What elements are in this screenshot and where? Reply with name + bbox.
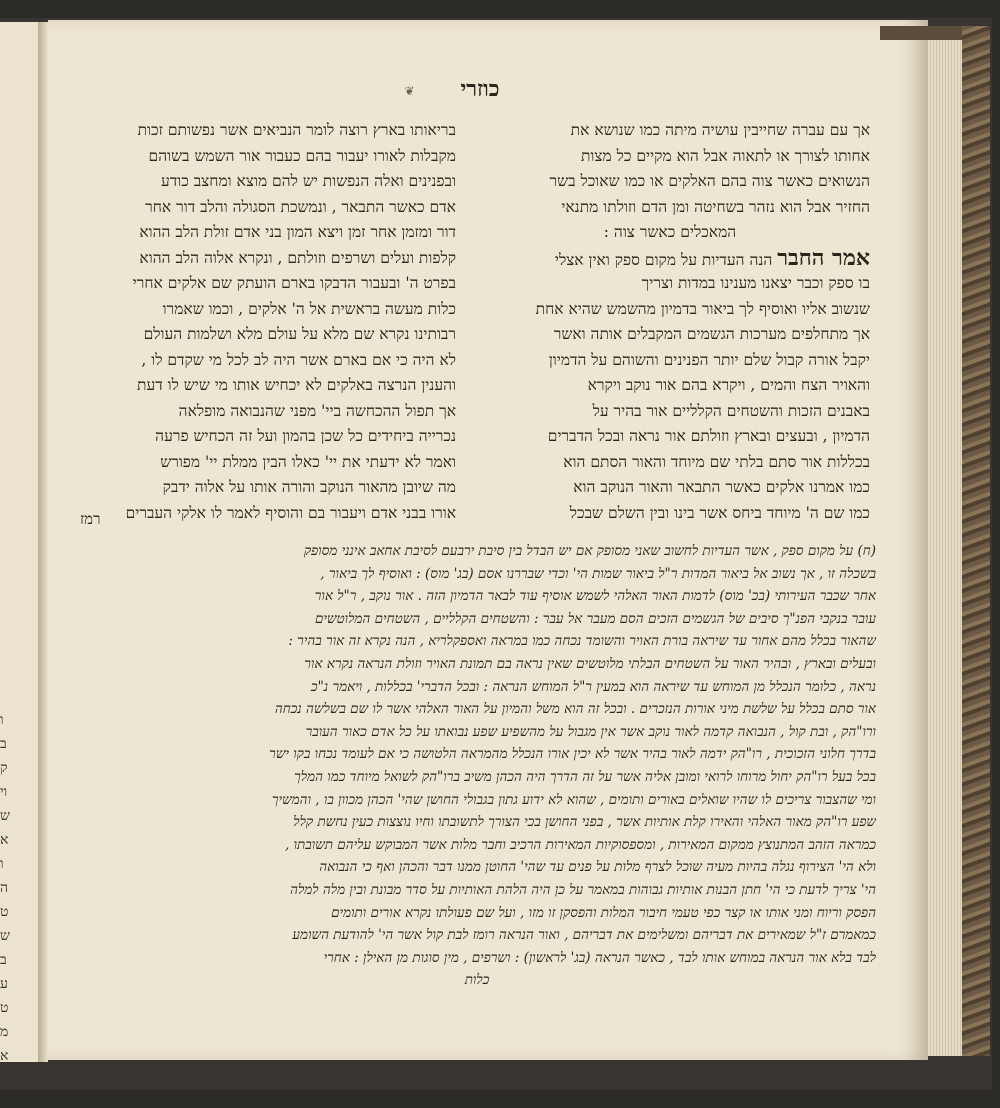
text-line: והענין הנרצה באלקים לא יכחיש אותו מי שיש לו דעת [137, 376, 456, 394]
note-line: כלות [464, 972, 490, 989]
left-column [78, 118, 456, 526]
margin-fragment: ש [0, 808, 10, 824]
note-line: נראה , כלומר הנכלל מן המוחש עד שיראה הוא במעין ר"ל המוחש הנראה : ובכל הדברי' בכללות , ויאמר נ"כ [310, 678, 876, 695]
text-line: יקבל אורה קבול שלם יותר הפנינים והשוהם על הדמיון [548, 350, 870, 369]
note-line: ובעלים ובארץ , ובהיר האור על השטחים הבלתי מלוטשים שאין נראה בם תמונת האויר וזולת הנראה נקרא אור [304, 655, 876, 672]
text-line: אחותו לצורך או לתאוה אבל הוא מקיים כל מצות [580, 146, 870, 165]
text-line: ואמר לא ידעתי את יי' כאלו הבין ממלת יי' מפורש [160, 452, 456, 471]
note-line: בדרך חלוני הזכוכית , רו"הק ידמה לאור בהיר אשר לא יכין אורו הנכלל מהמראה הלטושה כי אם לעומד נכחו בקו ישר [269, 746, 876, 763]
note-line: (ח) על מקום ספק , אשר העדיות לחשוב שאני מסופק אם יש הבדל בין סיבת ירבעם לסיבת אחאב אינני מסופק [303, 543, 876, 559]
commentary-notes [78, 540, 876, 992]
note-line: שפע רו"הק מאור האלהי והאירו קלת אותיות אשר , בפני החושן בכי הצורך לתשובתו וחיו נוצצות כעין נחשת קלל [293, 814, 876, 831]
text-line: הנשואים כאשר צוה בהם האלקים או כמו שאוכל בשר [549, 172, 870, 190]
note-line: הפסק וריוח ומני אותו או קצר כפי טעמי חיבור המלות והפסקן זו מזו , ועל שם פעולתו נקרא אורים ותומים [331, 904, 876, 921]
text-line [470, 246, 870, 272]
text-line: בריאותו בארץ רוצה לומר הנביאים אשר נפשותם זכות [137, 121, 456, 139]
note-line: ומי שהצבור צריכים לו שהיו שואלים באורים ותומים , שהוא לא ידוע גתון בגבולי החושן שהי' הכהן מכוון בו , והמשיך [271, 791, 876, 808]
note-line: כמראה הזהב המתנוצץ ממקום המאירות , ומספסוקיות המאירות הרכיב וחבר מלות אשר המבוקש עליהם תשובתו , [284, 836, 876, 853]
margin-fragment: ט [0, 904, 9, 920]
note-line: ולא הי' הצירוף נגלה בהיות מעיה שוכל לצרף מלות על פנים עד שהי' החוטן ממנו דבר והכהן ואף כי הנבואה [319, 859, 876, 876]
note-line: הי' צריך לדעת כי הי' חתן הבנות אותיות גבוהות במאמר על כן היה הלהת האותיות על סדר מבונת ובין מלה למלה [290, 881, 876, 898]
note-line: ורו"הק , ובת קול , הנבואה קדמה לאור נוקב אשר אין מגבול על מהשפיע שפע נבואתו על כל אדם כאור העובר [305, 723, 876, 740]
text-line: בו ספק וכבר יצאנו מענינו במדות וצריך [641, 274, 870, 292]
text-line: בכללות אור סתם בלתי שם מיוחד והאור הסתם הוא [563, 452, 870, 471]
margin-fragment: מ [0, 1024, 9, 1040]
text-line: דור ומזמן אחר זמן ויצא המון בני אדם זולת הלב ההוא [139, 223, 456, 241]
text-line: כמו אמרנו אלקים כאשר התבאר והאור הנוקב הוא [573, 478, 870, 496]
note-line: שהאור בכלל מהם אחור עד שיראה בורת האויר והשומד נכחה כמו במראה ואספקלריא , הנה נקרא זה אור בהיר : [288, 633, 876, 650]
text-line-rest: הנה העדיות על מקום ספק ואין אצלי [554, 250, 773, 269]
margin-fragment: ש [0, 928, 10, 944]
text-line: אך מתחלפים מערכות הגשמים המקבלים אותה ואשר [553, 325, 870, 343]
text-line: מקבלות לאורו יעבור בהם כעבור אור השמש בשוהם [148, 146, 456, 165]
margin-fragment: וי [0, 784, 8, 800]
text-line: המאכלים כאשר צוה : [603, 223, 737, 241]
text-line: שנשוב אליו ואוסיף לך ביאור בדמיון מהשמש שהיא אחת [535, 299, 870, 318]
note-line: עובר בנקבי הפנ"ך סיבים של הגשמים הזכים הסם מעבר אל עבר : והשטחים הקלליים , השטחים המלוטשים [314, 610, 876, 627]
margin-fragment: א [0, 832, 9, 848]
text-line: אך עם עברה שחייבין עושיה מיתה כמו שנושא את [570, 121, 870, 139]
margin-fragment: ט [0, 1000, 9, 1016]
facing-page-edge [0, 22, 40, 1062]
margin-fragment: ב [0, 952, 7, 968]
text-line: החזיר אבל הוא נזהר בשחיטה ומן הדם וזולתו מתנאי [561, 197, 870, 216]
margin-fragment: ו [0, 856, 4, 872]
text-line: והאויר הצח והמים , ויקרא בהם אור נוקב ויקרא [587, 376, 870, 394]
note-line: כמאמרם ז"ל שמאירים את דבריהם ומשלימים את דבריהם , ואור הנראה רומז לבת קול אשר הי' להודעת השומע [292, 927, 876, 944]
margin-fragment: ו [0, 712, 4, 728]
text-line: ובפנינים ואלה הנפשות יש להם מוצא ומחצב כודע [161, 172, 456, 190]
note-line: בכל בעל רו"הק יחול מרוחו לרואי ומובן אליה אשר על זה הדרך היה הכהן משיב ברו"הק לשואל מיוחד כמו המלך [294, 768, 876, 785]
margin-fragment: ע [0, 976, 8, 992]
text-line: הדמיון , ובעצים ובארץ וזולתם אור נראה ובכל הדברים [547, 427, 870, 445]
margin-fragment: ב [0, 736, 7, 752]
text-line: אורו בבני אדם ויעבור בם והוסיף לאמר לו אלקי העברים [125, 503, 456, 522]
text-line: מה שיובן מהאור הנוקב והורה אותו על אלוה ידבק [162, 478, 456, 496]
text-line: אך תפול ההכחשה ביי' מפני שהנבואה מופלאה [178, 401, 456, 420]
text-line: קלפות ועלים ושרפים וזולתם , ונקרא אלוה הלב ההוא [139, 248, 456, 267]
note-line: אחר שכבר העירותי (בכ' מוס) לדמות האור האלהי לשמש אוסיף עוד לבאר הדמיון הזה . אור נוקב , ר"ל אור [314, 588, 876, 605]
margin-fragment: ה [0, 880, 9, 896]
note-line: לבד בלא אור הנראה במוחש אותו לבד , כאשר הנראה (בג' לראשון) : ושרפים , מין סוגות מן האילן : אחרי [323, 949, 876, 966]
margin-fragment: ק [0, 760, 8, 776]
catchword: רמז [80, 510, 101, 528]
note-line: בשכלה זו , אך נשוב אל ביאור המדות ר"ל ביאור שמות הי' וכדי שבררנו אסם (בג' מוס) : ואוסיף לך ביאור , [320, 565, 876, 582]
text-line: כמו שם ה' מיוחד ביחס אשר בינו ובין השלם שבכל [569, 503, 870, 522]
text-line: נכרייה ביחידים כל שכן בהמון ועל זה הכחיש פרעה [155, 427, 456, 445]
right-column [470, 118, 870, 526]
running-head: כוזרי [460, 76, 500, 102]
text-line: בפרט ה' ובעבור הדבקו בארם הועתק שם אלקים אחרי [132, 274, 456, 292]
ornament-icon: ❦ [404, 84, 416, 98]
section-lead-word: אמר החבר [777, 245, 870, 271]
text-line: אדם כאשר התבאר , ונמשכת הסגולה והלב דור אחר [145, 197, 456, 216]
text-line: רבותינו נקרא שם מלא על עולם מלא ושלמות העולם [143, 325, 456, 343]
margin-fragment: א [0, 1048, 9, 1064]
marbled-cover [962, 26, 990, 1056]
note-line: אור סתם בכלל על שלשת מיני אורות הנזכרים . ובכל זה הוא משל והמיון על האור האלהי אשר לו שם בשלשה נכחה [274, 701, 876, 718]
book-gutter [38, 22, 48, 1062]
page-edges [928, 26, 962, 1056]
text-line: כלות מעשה בראשית אל ה' אלקים , וכמו שאמרו [162, 299, 456, 318]
text-line: באבנים הזכות והשטחים הקלליים אור בהיר על [592, 401, 870, 420]
text-line: לא היה כי אם בארם אשר היה לב לכל מי שקדם לו , [141, 350, 456, 369]
